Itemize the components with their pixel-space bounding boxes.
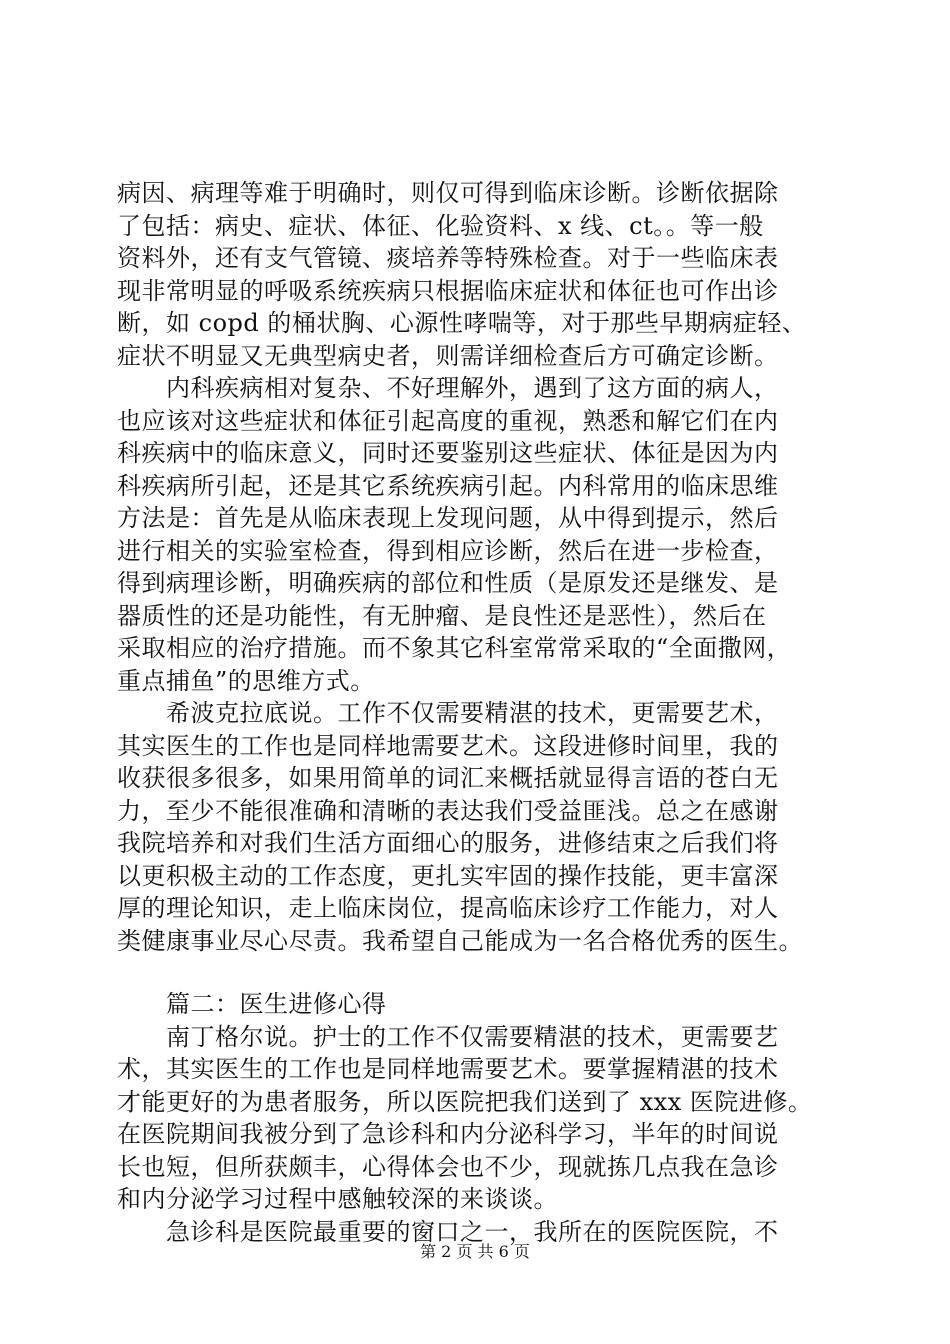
text-line: 南丁格尔说。护士的工作不仅需要精湛的技术，更需要艺 [117, 1022, 779, 1051]
text-line: 了包括：病史、症状、体征、化验资料、x 线、ct。。等一般 [117, 211, 764, 240]
text-line: 重点捕鱼”的思维方式。 [117, 666, 375, 695]
paragraph-gap [117, 957, 857, 988]
text-line: 现非常明显的呼吸系统疾病只根据临床症状和体征也可作出诊 [117, 276, 779, 305]
section-title: 篇二：医生进修心得 [117, 990, 387, 1018]
body-text [117, 177, 857, 1248]
text-line: 希波克拉底说。工作不仅需要精湛的技术，更需要艺术， [117, 699, 779, 727]
text-line: 病因、病理等难于明确时，则仅可得到临床诊断。诊断依据除 [117, 179, 779, 207]
text-line: 采取相应的治疗措施。而不象其它科室常常采取的“全面撒网， [117, 634, 792, 662]
text-line: 方法是：首先是从临床表现上发现问题，从中得到提示，然后 [117, 504, 779, 532]
text-line: 以更积极主动的工作态度，更扎实牢固的操作技能，更丰富深 [117, 861, 779, 890]
text-line: 类健康事业尽心尽责。我希望自己能成为一名合格优秀的医生。 [117, 926, 803, 955]
text-line: 断，如 copd 的桶状胸、心源性哮喘等，对于那些早期病症轻、 [117, 309, 807, 337]
text-line: 症状不明显又无典型病史者，则需详细检查后方可确定诊断。 [117, 341, 779, 370]
text-line: 我院培养和对我们生活方面细心的服务，进修结束之后我们将 [117, 829, 779, 857]
text-line: 术，其实医生的工作也是同样地需要艺术。要掌握精湛的技术 [117, 1055, 779, 1083]
page-footer [0, 1242, 950, 1262]
text-line: 才能更好的为患者服务，所以医院把我们送到了 xxx 医院进修。 [117, 1087, 813, 1116]
text-line: 收获很多很多，如果用简单的词汇来概括就显得言语的苍白无 [117, 764, 779, 792]
text-line: 器质性的还是功能性，有无肿瘤、是良性还是恶性），然后在 [117, 601, 767, 630]
page-number: 第 2 页 共 6 页 [420, 1242, 530, 1261]
text-line: 其实医生的工作也是同样地需要艺术。这段进修时间里，我的 [117, 731, 779, 760]
text-line: 资料外，还有支气管镜、痰培养等特殊检查。对于一些临床表 [117, 244, 779, 272]
text-line: 和内分泌学习过程中感触较深的来谈谈。 [117, 1185, 558, 1213]
text-line: 得到病理诊断，明确疾病的部位和性质（是原发还是继发、是 [117, 569, 779, 597]
text-line: 科疾病所引起，还是其它系统疾病引起。内科常用的临床思维 [117, 471, 779, 500]
text-line: 厚的理论知识，走上临床岗位，提高临床诊疗工作能力，对人 [117, 894, 779, 922]
text-line: 科疾病中的临床意义，同时还要鉴别这些症状、体征是因为内 [117, 439, 779, 467]
text-line: 进行相关的实验室检查，得到相应诊断，然后在进一步检查， [117, 536, 779, 565]
text-line: 在医院期间我被分到了急诊科和内分泌科学习，半年的时间说 [117, 1120, 779, 1148]
text-line: 长也短，但所获颇丰，心得体会也不少，现就拣几点我在急诊 [117, 1152, 779, 1181]
text-line: 也应该对这些症状和体征引起高度的重视，熟悉和解它们在内 [117, 406, 779, 435]
text-line: 急诊科是医院最重要的窗口之一，我所在的医院医院，不 [117, 1217, 779, 1246]
text-line: 内科疾病相对复杂、不好理解外，遇到了这方面的病人， [117, 374, 779, 402]
text-line: 力，至少不能很准确和清晰的表达我们受益匪浅。总之在感谢 [117, 796, 779, 825]
